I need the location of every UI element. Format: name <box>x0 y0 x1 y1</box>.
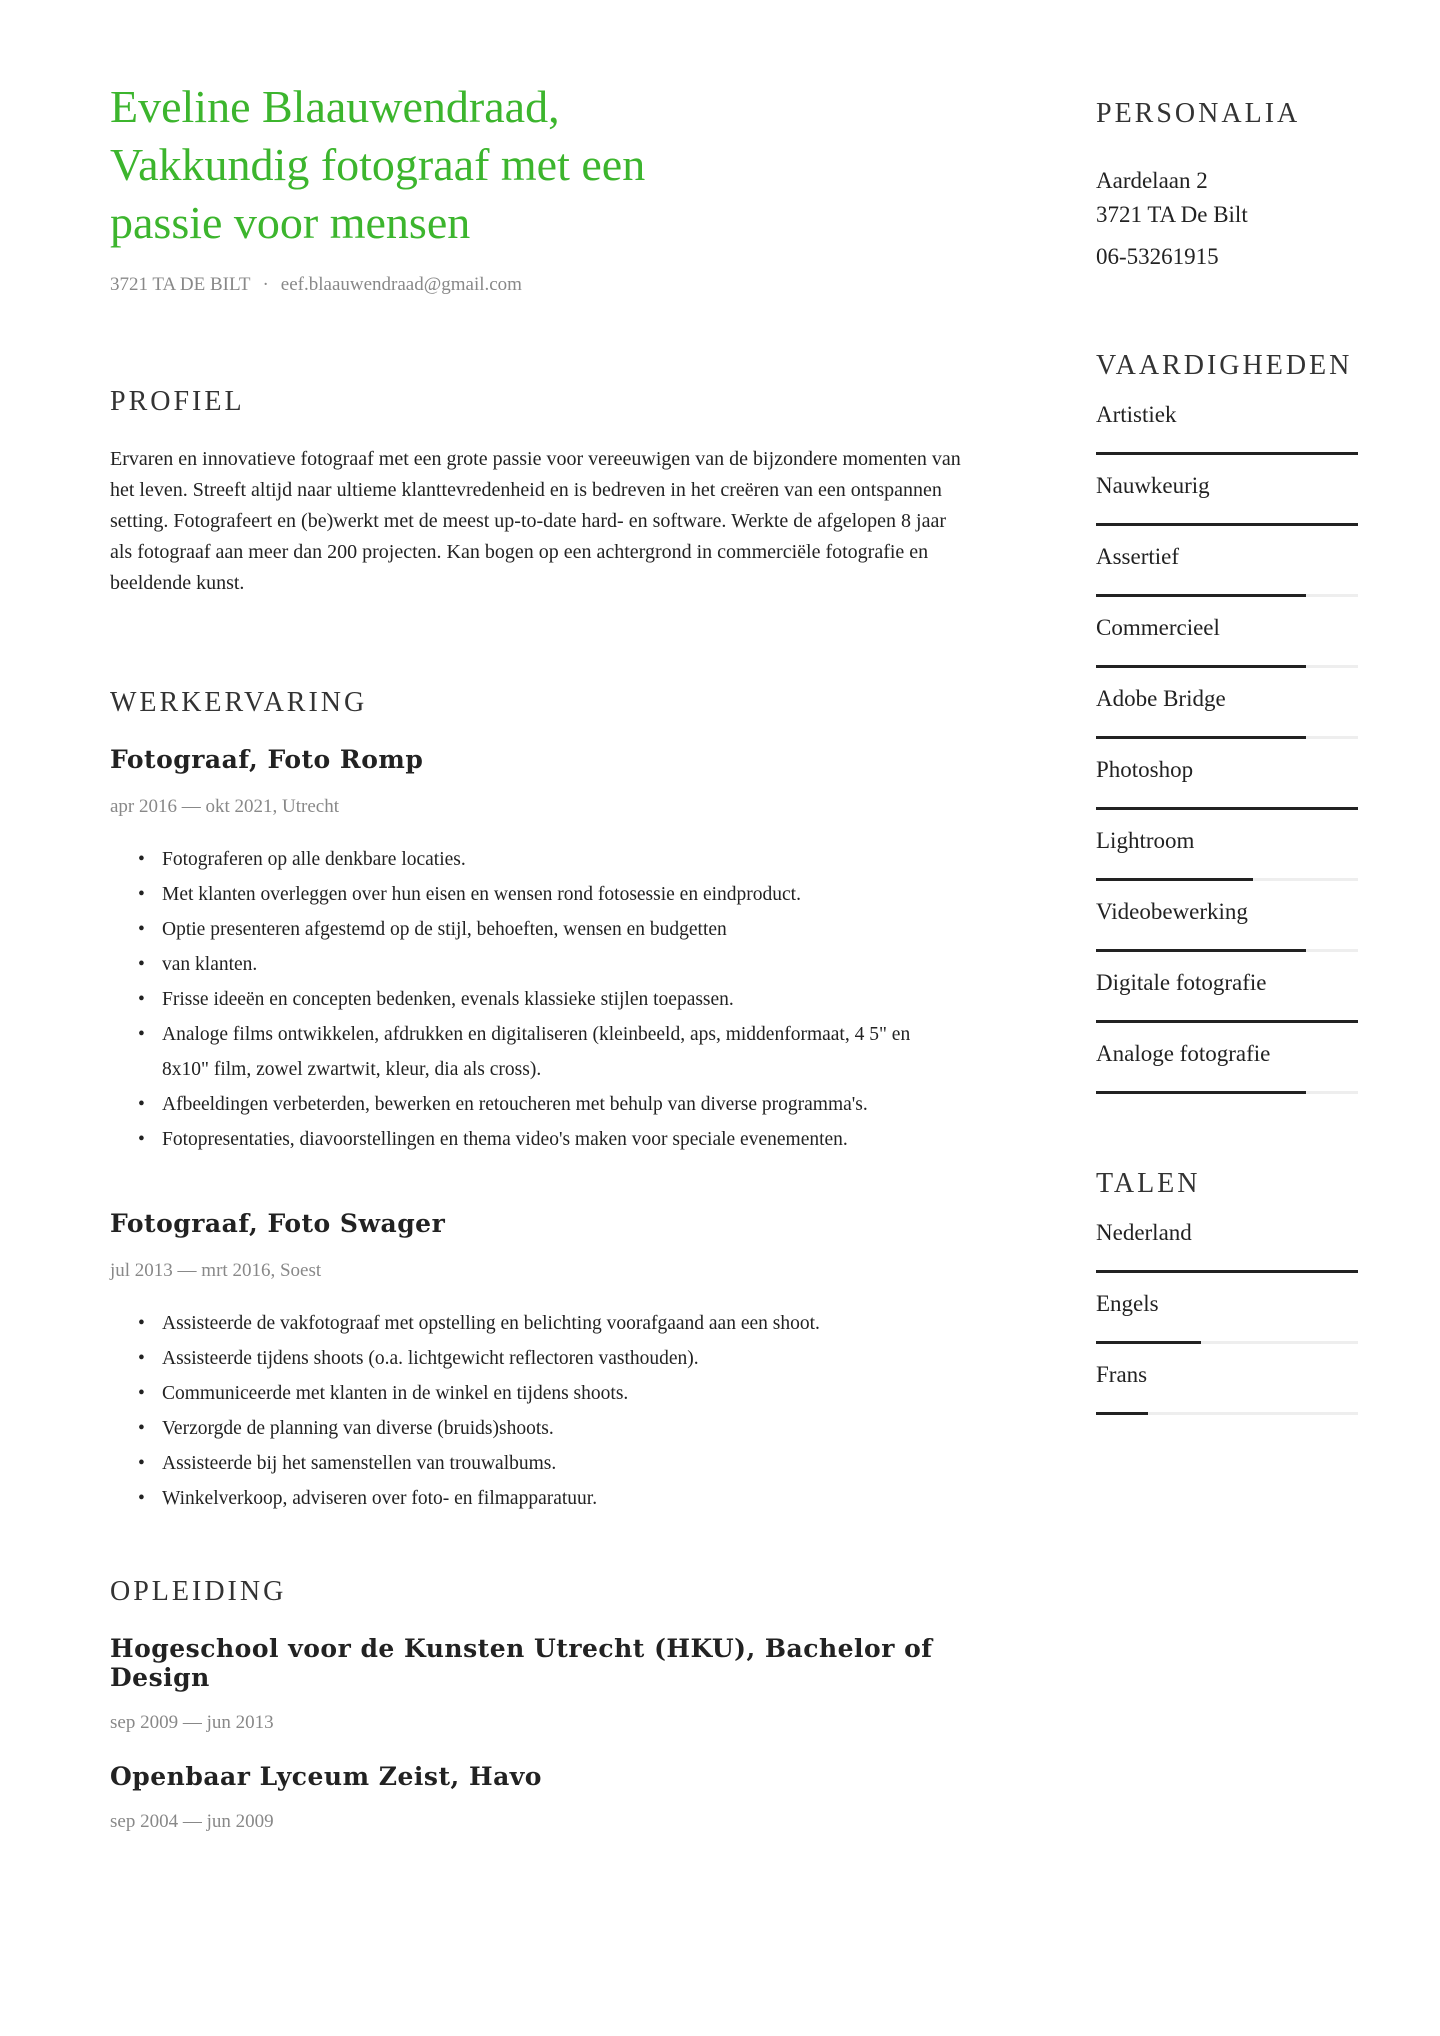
job-meta: jul 2013 — mrt 2016, Soest <box>110 1260 322 1281</box>
education-meta: sep 2009 — jun 2013 <box>110 1712 274 1733</box>
bullet-item: • Fotograferen op alle denkbare locaties. <box>138 842 970 877</box>
language-bar-track <box>1096 1412 1358 1415</box>
job-title: Fotograaf, Foto Romp <box>110 745 424 774</box>
section-title-languages: TALEN <box>1096 1168 1201 1199</box>
skill-item <box>1096 534 1358 605</box>
section-title-profile: PROFIEL <box>110 386 245 417</box>
bullet-item: • Assisteerde bij het samenstellen van trouwalbums. <box>138 1446 970 1481</box>
skill-label: Lightroom <box>1096 828 1195 853</box>
bullet-item: • Verzorgde de planning van diverse (bruids)shoots. <box>138 1411 970 1446</box>
bullet-item: • Assisteerde de vakfotograaf met opstelling en belichting voorafgaand aan een shoot. <box>138 1306 970 1341</box>
skill-label: Nauwkeurig <box>1096 473 1210 498</box>
skill-bar-track <box>1096 1091 1358 1094</box>
skill-bar-track <box>1096 452 1358 455</box>
skill-bar-track <box>1096 594 1358 597</box>
address-line: Aardelaan 2 <box>1096 168 1208 193</box>
job-bullets <box>110 1306 970 1516</box>
skill-bar-track <box>1096 807 1358 810</box>
education-title: Hogeschool voor de Kunsten Utrecht (HKU), Bachelor of Design <box>110 1634 933 1692</box>
profile-text: Ervaren en innovatieve fotograaf met een grote passie voor vereeuwigen van de bijzondere momenten van het leven. Streeft altijd naar ultieme klanttevredenheid en is bedreven in het creëren van een ontspannen setting. Fotografeert en (be)werkt met de meest up-to-date hard- en software. Werkte de afgelopen 8 jaar als fotograaf aan meer dan 200 projecten. Kan bogen op een achtergrond in commerciële fotografie en beeldende kunst. <box>110 448 961 594</box>
section-title-education: OPLEIDING <box>110 1576 287 1607</box>
language-item <box>1096 1210 1358 1281</box>
bullet-item: • Met klanten overleggen over hun eisen en wensen rond fotosessie en eindproduct. <box>138 877 970 912</box>
skill-bar-fill <box>1096 1020 1358 1023</box>
skill-label: Adobe Bridge <box>1096 686 1226 711</box>
contact-line <box>110 274 970 296</box>
location: 3721 TA DE BILT <box>110 274 251 295</box>
education-entry <box>110 1634 970 1734</box>
section-title-personalia: PERSONALIA <box>1096 98 1301 129</box>
education-title: Openbaar Lyceum Zeist, Havo <box>110 1762 542 1791</box>
bullet-item: • Analoge films ontwikkelen, afdrukken en digitaliseren (kleinbeeld, aps, middenformaat, 4 5" en 8x10" film, zowel zwartwit, kleur, dia als cross). <box>138 1017 962 1087</box>
separator-dot: · <box>262 274 269 295</box>
skill-bar-fill <box>1096 665 1306 668</box>
skill-bar-track <box>1096 949 1358 952</box>
language-bar-fill <box>1096 1412 1148 1415</box>
skill-label: Analoge fotografie <box>1096 1041 1271 1066</box>
skill-bar-fill <box>1096 949 1306 952</box>
skill-item <box>1096 392 1358 463</box>
skill-bar-fill <box>1096 878 1253 881</box>
skill-bar-fill <box>1096 523 1358 526</box>
language-label: Frans <box>1096 1362 1148 1387</box>
phone-number: 06-53261915 <box>1096 244 1219 269</box>
job-entry <box>110 745 970 1157</box>
skill-item <box>1096 818 1358 889</box>
language-item <box>1096 1281 1358 1352</box>
skill-label: Photoshop <box>1096 757 1194 782</box>
bullet-item: • van klanten. <box>138 947 970 982</box>
skill-item <box>1096 605 1358 676</box>
skill-item <box>1096 889 1358 960</box>
bullet-item: • Winkelverkoop, adviseren over foto- en filmapparatuur. <box>138 1481 970 1516</box>
address-line: 3721 TA De Bilt <box>1096 202 1248 227</box>
skill-bar-fill <box>1096 736 1306 739</box>
bullet-item: • Frisse ideeën en concepten bedenken, evenals klassieke stijlen toepassen. <box>138 982 970 1017</box>
language-label: Engels <box>1096 1291 1159 1316</box>
language-item <box>1096 1352 1358 1423</box>
skill-bar-fill <box>1096 452 1358 455</box>
skill-label: Assertief <box>1096 544 1180 569</box>
skill-label: Commercieel <box>1096 615 1220 640</box>
language-bar-fill <box>1096 1270 1358 1273</box>
skills-list <box>1096 392 1358 1102</box>
language-label: Nederland <box>1096 1220 1192 1245</box>
job-entry <box>110 1209 970 1516</box>
job-title: Fotograaf, Foto Swager <box>110 1209 446 1238</box>
language-bar-track <box>1096 1270 1358 1273</box>
skill-item <box>1096 676 1358 747</box>
bullet-item: • Assisteerde tijdens shoots (o.a. lichtgewicht reflectoren vasthouden). <box>138 1341 970 1376</box>
job-bullets <box>110 842 970 1157</box>
skill-bar-track <box>1096 1020 1358 1023</box>
job-meta: apr 2016 — okt 2021, Utrecht <box>110 796 340 817</box>
bullet-item: • Fotopresentaties, diavoorstellingen en thema video's maken voor speciale evenementen. <box>138 1122 970 1157</box>
skill-item <box>1096 747 1358 818</box>
bullet-item: • Afbeeldingen verbeterden, bewerken en retoucheren met behulp van diverse programma's. <box>138 1087 970 1122</box>
main-column <box>110 78 970 1861</box>
skill-bar-track <box>1096 665 1358 668</box>
skill-label: Digitale fotografie <box>1096 970 1267 995</box>
education-entry <box>110 1762 970 1833</box>
skill-bar-fill <box>1096 1091 1306 1094</box>
languages-list <box>1096 1210 1358 1423</box>
skill-label: Artistiek <box>1096 402 1177 427</box>
skill-bar-track <box>1096 523 1358 526</box>
skill-item <box>1096 960 1358 1031</box>
section-title-skills: VAARDIGHEDEN <box>1096 350 1353 381</box>
skill-bar-track <box>1096 878 1358 881</box>
skill-bar-fill <box>1096 807 1358 810</box>
personalia-block <box>1096 164 1358 270</box>
skill-bar-track <box>1096 736 1358 739</box>
bullet-item: • Optie presenteren afgestemd op de stijl, behoeften, wensen en budgetten <box>138 912 970 947</box>
section-title-experience: WERKERVARING <box>110 687 368 718</box>
candidate-name: Eveline Blaauwendraad, Vakkundig fotograaf met een passie voor mensen <box>110 81 646 248</box>
skill-item <box>1096 1031 1358 1102</box>
skill-item <box>1096 463 1358 534</box>
email-link[interactable]: eef.blaauwendraad@gmail.com <box>280 274 522 295</box>
bullet-item: • Communiceerde met klanten in de winkel en tijdens shoots. <box>138 1376 970 1411</box>
language-bar-fill <box>1096 1341 1201 1344</box>
skill-label: Videobewerking <box>1096 899 1248 924</box>
education-meta: sep 2004 — jun 2009 <box>110 1811 274 1832</box>
skill-bar-fill <box>1096 594 1306 597</box>
language-bar-track <box>1096 1341 1358 1344</box>
sidebar <box>1096 98 1358 1423</box>
